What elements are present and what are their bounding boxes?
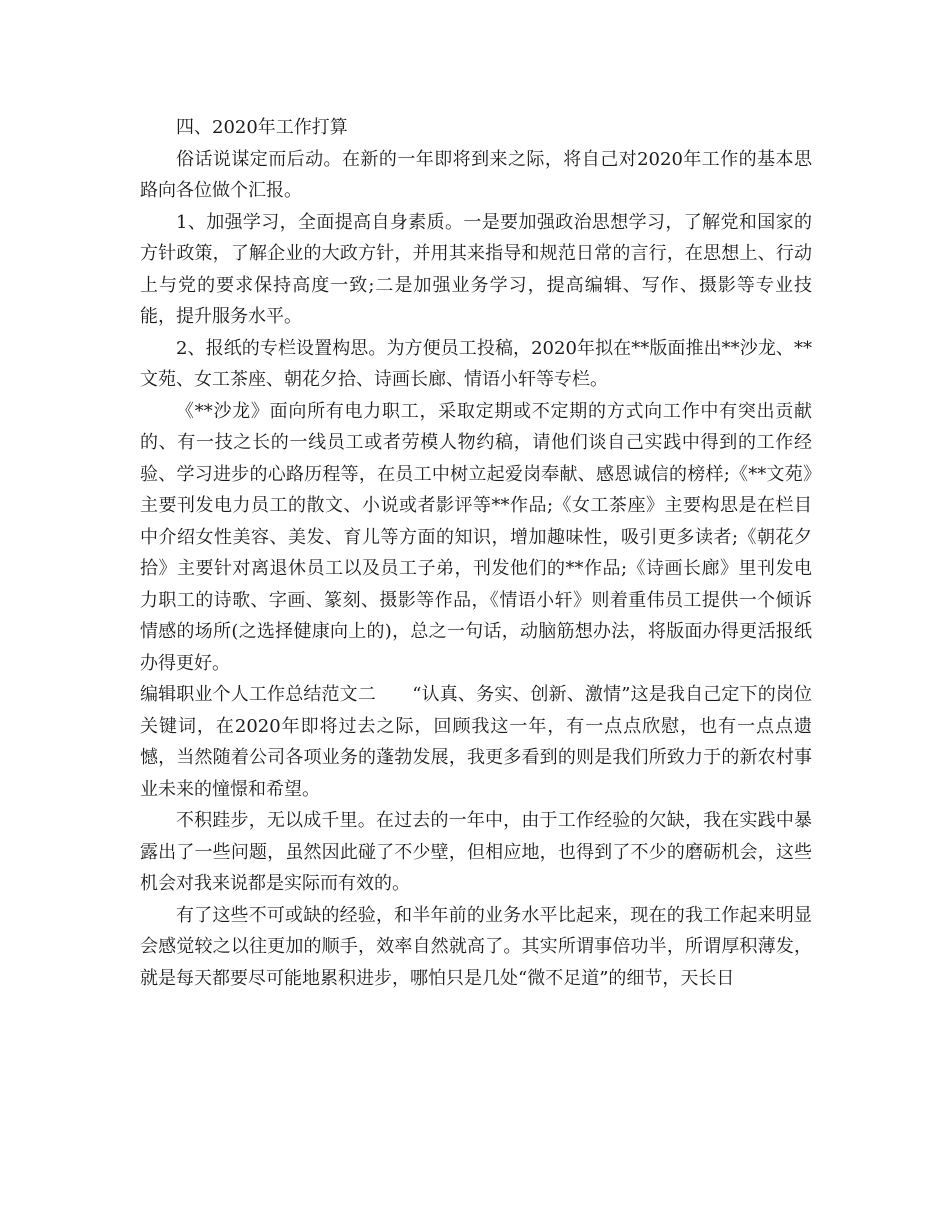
section-heading: 四、2020年工作打算 [176, 117, 348, 138]
paragraph: 不积跬步，无以成千里。在过去的一年中，由于工作经验的欠缺，我在实践中暴露出了一些问题，虽然因此碰了不少壁，但相应地，也得到了不少的磨砺机会，这些机会对我来说都是实际而有效的。 [140, 810, 812, 894]
paragraph-title-line: 编辑职业个人工作总结范文二 “认真、务实、创新、激情”这是我自己定下的岗位关键词，在2020年即将过去之际，回顾我这一年，有一点点欣慰，也有一点点遗憾，当然随着公司各项业务的蓬勃发展，我更多看到的则是我们所致力于的新农村事业未来的憧憬和希望。 [140, 684, 812, 800]
paragraph: 《**沙龙》面向所有电力职工，采取定期或不定期的方式向工作中有突出贡献的、有一技之长的一线员工或者劳模人物约稿，请他们谈自己实践中得到的工作经验、学习进步的心路历程等，在员工中树立起爱岗奉献、感恩诚信的榜样;《**文苑》主要刊发电力员工的散文、小说或者影评等**作品;《女工茶座》主要构思是在栏目中介绍女性美容、美发、育儿等方面的知识，增加趣味性，吸引更多读者;《朝花夕拾》主要针对离退休员工以及员工子弟，刊发他们的**作品;《诗画长廊》里刊发电力职工的诗歌、字画、篆刻、摄影等作品，《情语小轩》则着重伟员工提供一个倾诉情感的场所(之选择健康向上的)，总之一句话，动脑筋想办法，将版面办得更活报纸办得更好。 [140, 400, 812, 674]
paragraph: 俗话说谋定而后动。在新的一年即将到来之际，将自己对2020年工作的基本思路向各位做个汇报。 [140, 148, 812, 201]
document-body [140, 112, 812, 994]
paragraph: 1、加强学习，全面提高自身素质。一是要加强政治思想学习，了解党和国家的方针政策，了解企业的大政方针，并用其来指导和规范日常的言行，在思想上、行动上与党的要求保持高度一致;二是加强业务学习，提高编辑、写作、摄影等专业技能，提升服务水平。 [140, 211, 812, 327]
paragraph: 有了这些不可或缺的经验，和半年前的业务水平比起来，现在的我工作起来明显会感觉较之以往更加的顺手，效率自然就高了。其实所谓事倍功半，所谓厚积薄发，就是每天都要尽可能地累积进步，哪怕只是几处“微不足道”的细节，天长日 [140, 904, 812, 989]
paragraph: 2、报纸的专栏设置构思。为方便员工投稿，2020年拟在**版面推出**沙龙、**文苑、女工茶座、朝花夕拾、诗画长廊、情语小轩等专栏。 [140, 337, 812, 390]
